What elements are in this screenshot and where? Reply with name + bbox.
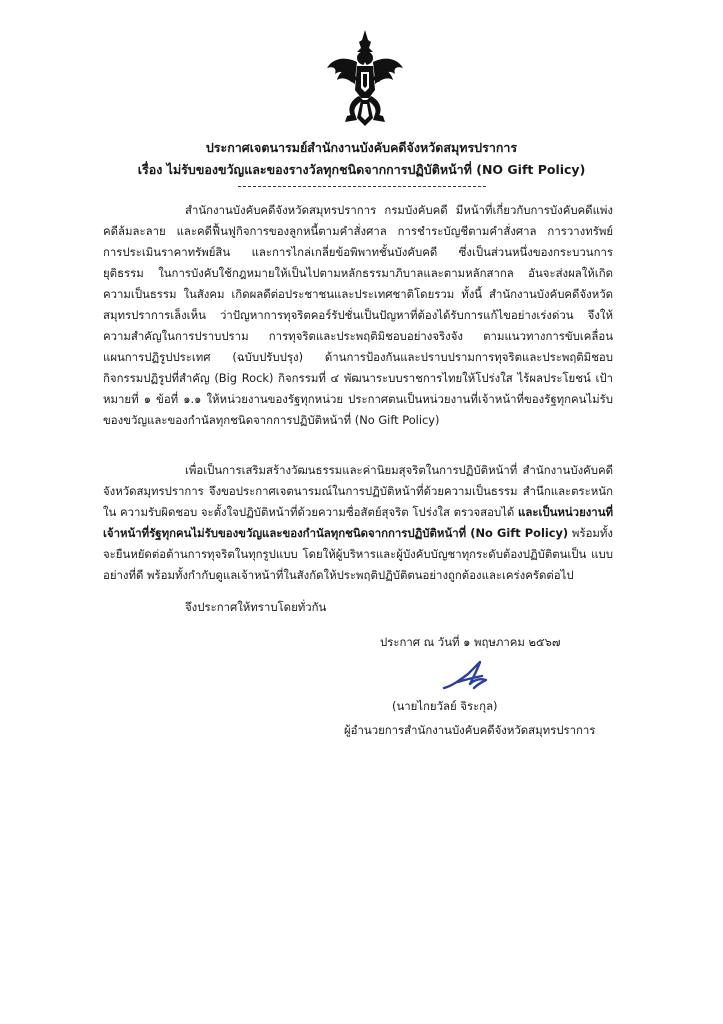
announcement-title: ประกาศเจตนารมย์สำนักงานบังคับคดีจังหวัดสมุทรปราการ (205, 140, 518, 155)
signature-mark (438, 658, 498, 694)
announcement-date: ประกาศ ณ วันที่ ๑ พฤษภาคม ๒๕๖๗ (380, 635, 561, 649)
paragraph-2-start: เพื่อเป็นการเสริมสร้างวัฒนธรรมและค่านิยมสุจริตในการปฏิบัติหน้าที่ สำนักงานบังคับคดี จังหวัดสมุทรปราการ จึงขอประกาศเจตนารมณ์ในการปฏิบัติหน้าที่ด้วยความเป็นธรรม สำนึกและตระหนักใน ความรับผิดชอบ จะตั้งใจปฏิบัติหน้าที่ด้วยความซื่อสัตย์สุจริต โปร่งใส ตรวจสอบได้ (103, 463, 613, 519)
title-divider (238, 186, 486, 187)
body-paragraph-2 (103, 460, 613, 586)
announcement-subject: เรื่อง ไม่รับของขวัญและของรางวัลทุกชนิดจากการปฏิบัติหน้าที่ (NO Gift Policy) (137, 162, 586, 177)
paragraph-2-end: พร้อมทั้ง จะยืนหยัดต่อต้านการทุจริตในทุกรูปแบบ โดยให้ผู้บริหารและผู้บังคับบัญชาทุกระดับต้องปฏิบัติตนเป็น แบบอย่างที่ดี พร้อมทั้งกำกับดูแลเจ้าหน้าที่ในสังกัดให้ประพฤติปฏิบัติตนอย่างถูกต้องและเคร่งครัดต่อไป (103, 526, 613, 582)
signatory-position: ผู้อำนวยการสำนักงานบังคับคดีจังหวัดสมุทรปราการ (344, 723, 596, 737)
body-paragraph-1: สำนักงานบังคับคดีจังหวัดสมุทรปราการ กรมบังคับคดี มีหน้าที่เกี่ยวกับการบังคับคดีแพ่ง คดีล้มละลาย และคดีฟื้นฟูกิจการของลูกหนี้ตามคำสั่งศาล การชำระบัญชีตามคำสั่งศาล การวางทรัพย์ การประเมินราคาทรัพย์สิน และการไกล่เกลี่ยข้อพิพาทชั้นบังคับคดี ซึ่งเป็นส่วนหนึ่งของกระบวนการยุติธรรม ในการบังคับใช้กฎหมายให้เป็นไปตามหลักธรรมาภิบาลและตามหลักสากล อันจะส่งผลให้เกิดความเป็นธรรม ในสังคม เกิดผลดีต่อประชาชนและประเทศชาติโดยรวม ทั้งนี้ สำนักงานบังคับคดีจังหวัดสมุทรปราการเล็งเห็น ว่าปัญหาการทุจริตคอร์รัปชั่นเป็นปัญหาที่ต้องได้รับการแก้ไขอย่างเร่งด่วน จึงให้ความสำคัญในการปราบปราม การทุจริตและประพฤติมิชอบอย่างจริงจัง ตามแนวทางการขับเคลื่อนแผนการปฏิรูปประเทศ (ฉบับปรับปรุง) ด้านการป้องกันและปราบปรามการทุจริตและประพฤติมิชอบ กิจกรรมปฏิรูปที่สำคัญ (Big Rock) กิจกรรมที่ ๔ พัฒนาระบบราชการไทยให้โปร่งใส ไร้ผลประโยชน์ เป้าหมายที่ ๑ ข้อที่ ๑.๑ ให้หน่วยงานของรัฐทุกหน่วย ประกาศตนเป็นหน่วยงานที่เจ้าหน้าที่ของรัฐทุกคนไม่รับของขวัญและของกำนัลทุกชนิดจากการปฏิบัติหน้าที่ (No Gift Policy) (103, 203, 613, 427)
body-paragraph-3: จึงประกาศให้ทราบโดยทั่วกัน (185, 600, 327, 614)
paragraph-2-bold: และเป็นหน่วยงานที่ เจ้าหน้าที่รัฐทุกคนไม่รับของขวัญและของกำนัลทุกชนิดจากการปฏิบัติหน้าที่ (No Gift Policy) (103, 505, 613, 540)
signatory-name: (นายไกยวัลย์ จิระกุล) (392, 699, 498, 713)
garuda-emblem-icon (325, 28, 405, 128)
